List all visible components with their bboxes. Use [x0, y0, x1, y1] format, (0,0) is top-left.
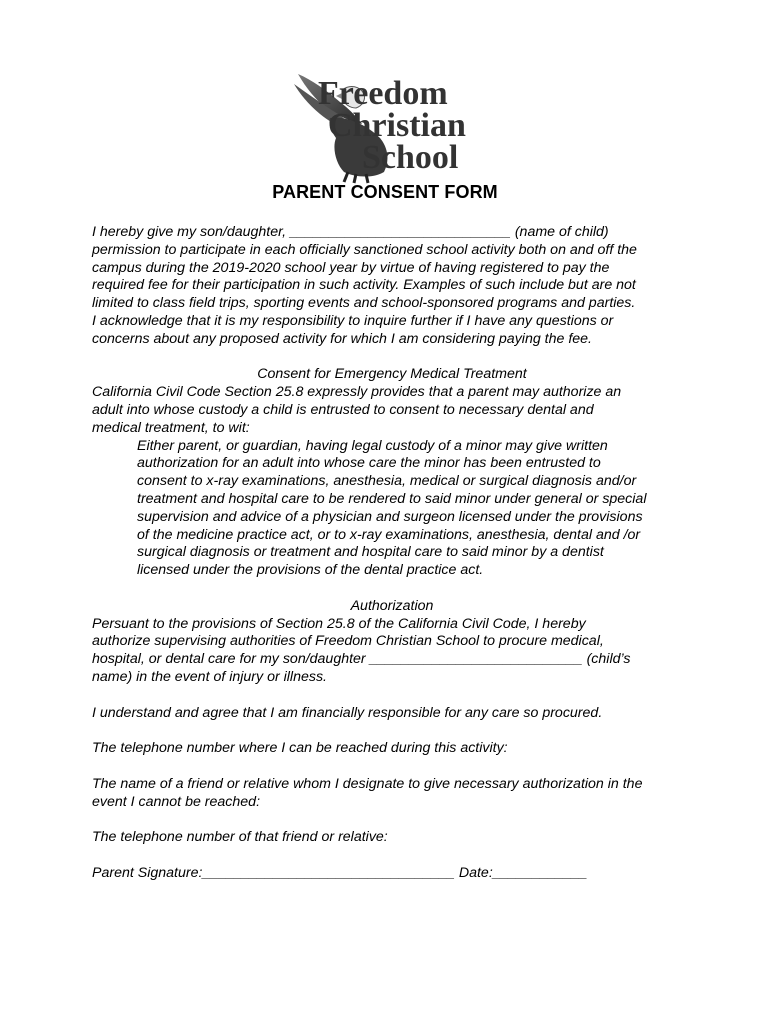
friend-field: event I cannot be reached:: [92, 793, 261, 810]
telephone-field: The telephone number where I can be reached during this activity:: [92, 740, 508, 757]
intro-paragraph: [92, 224, 692, 349]
civil-code-quote: [92, 438, 692, 580]
authorization-line: Persuant to the provisions of Section 25.8 of the California Civil Code, I hereby: [92, 615, 586, 632]
emergency-line: medical treatment, to wit:: [92, 419, 250, 436]
financial-statement: I understand and agree that I am financially responsible for any care so procured.: [92, 704, 603, 721]
quote-line: treatment and hospital care to be rendered to said minor under general or special: [137, 490, 647, 507]
intro-line: I acknowledge that it is my responsibility to inquire further if I have any questions or: [92, 312, 614, 329]
friend-field: The name of a friend or relative whom I designate to give necessary authorization in the: [92, 775, 643, 792]
authorization-line: name) in the event of injury or illness.: [92, 668, 327, 685]
intro-line: campus during the 2019-2020 school year by virtue of having registered to pay the: [92, 259, 610, 276]
intro-line: limited to class field trips, sporting events and school-sponsored programs and parties.: [92, 295, 636, 312]
page-title: PARENT CONSENT FORM: [272, 182, 498, 202]
quote-line: of the medicine practice act, or to x-ray examinations, anesthesia, dental and /or: [137, 526, 641, 543]
intro-line: concerns about any proposed activity for which I am considering paying the fee.: [92, 330, 592, 347]
school-logo: [290, 68, 480, 184]
quote-line: supervision and advice of a physician and surgeon licensed under the provisions: [137, 508, 643, 525]
quote-line: authorization for an adult into whose care the minor has been entrusted to: [137, 455, 601, 472]
emergency-heading: Consent for Emergency Medical Treatment: [257, 366, 527, 383]
authorization-line: authorize supervising authorities of Freedom Christian School to procure medical,: [92, 633, 604, 650]
friend-phone-field: The telephone number of that friend or relative:: [92, 829, 388, 846]
emergency-section: [92, 366, 692, 580]
authorization-heading: Authorization: [350, 597, 434, 614]
logo-line-1: Freedom: [318, 75, 448, 112]
form-body: [92, 224, 692, 882]
quote-line: licensed under the provisions of the dental practice act.: [137, 562, 484, 579]
emergency-line: California Civil Code Section 25.8 expressly provides that a parent may authorize an: [92, 384, 622, 401]
signature-line: Parent Signature:________________________________ Date:____________: [92, 864, 588, 881]
intro-line: permission to participate in each officially sanctioned school activity both on and off the: [92, 241, 637, 258]
logo-line-3: School: [362, 139, 459, 176]
authorization-line: hospital, or dental care for my son/daughter ___________________________ (child’s: [92, 651, 631, 668]
intro-line: I hereby give my son/daughter, ____________________________ (name of child): [92, 224, 609, 240]
intro-line: required fee for their participation in such activity. Examples of such include but are not: [92, 277, 636, 294]
logo-line-2: Christian: [328, 107, 466, 144]
quote-line: consent to x-ray examinations, anesthesia, medical or surgical diagnosis and/or: [137, 473, 637, 490]
emergency-line: adult into whose custody a child is entrusted to consent to necessary dental and: [92, 401, 594, 418]
eagle-icon: [290, 68, 480, 184]
authorization-section: [92, 598, 692, 687]
quote-line: surgical diagnosis or treatment and hospital care to said minor by a dentist: [137, 544, 604, 561]
quote-line: Either parent, or guardian, having legal custody of a minor may give written: [137, 437, 608, 454]
